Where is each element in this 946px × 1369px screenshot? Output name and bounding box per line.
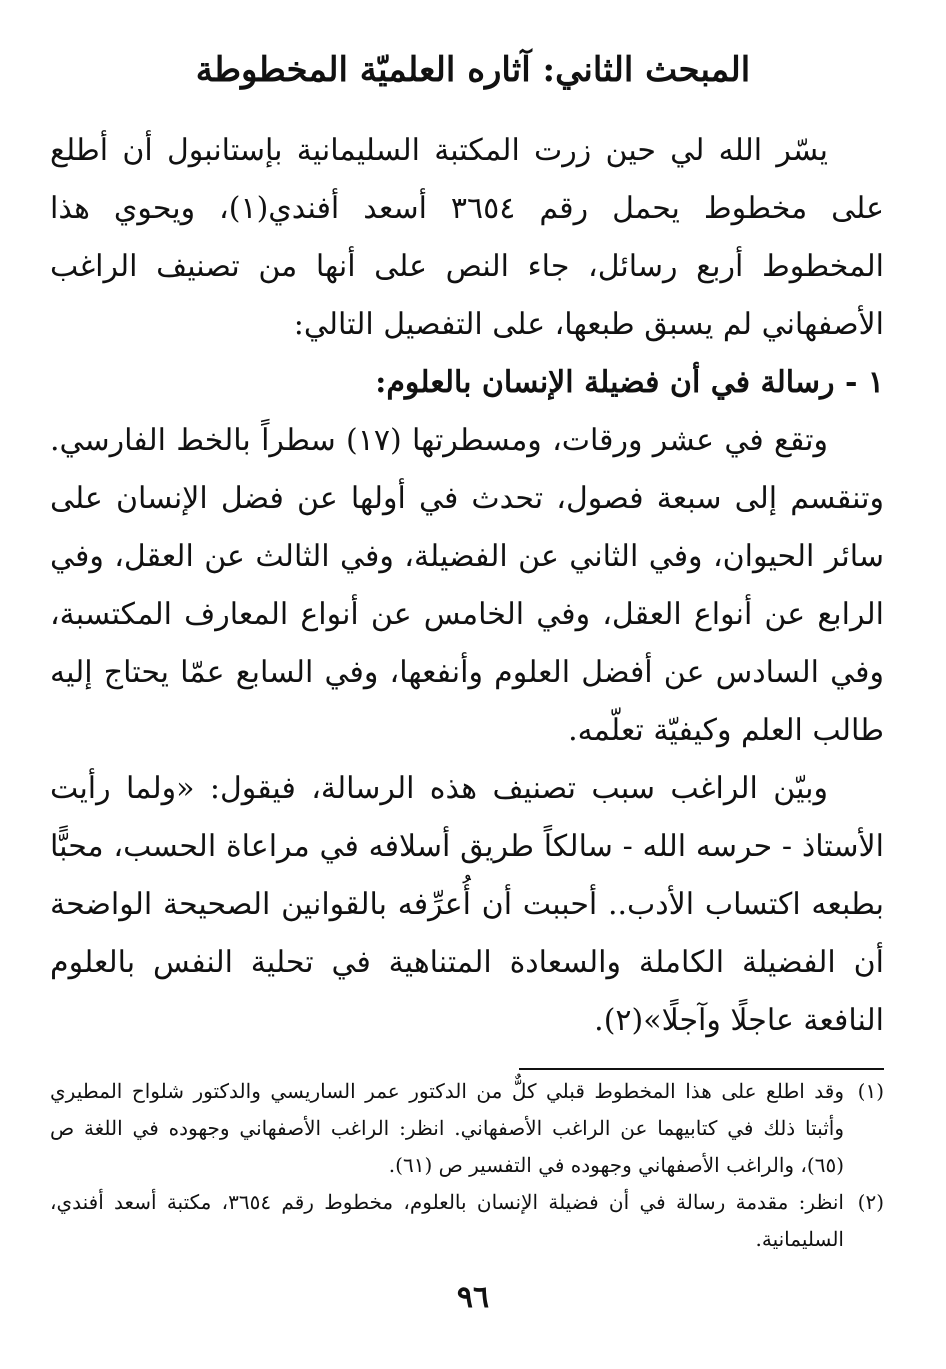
page-header	[60, 40, 886, 100]
intro-paragraph: يسّر الله لي حين زرت المكتبة السليمانية بإستانبول أن أطلع على مخطوط يحمل رقم ٣٦٥٤ أسعد أفندي(١)، ويحوي هذا المخطوط أربع رسائل، جاء النص على أنها من تصنيف الراغب الأصفهاني لم يسبق طبعها، على التفصيل التالي:	[50, 133, 884, 342]
footnote-divider	[519, 1068, 884, 1070]
footnotes	[50, 1073, 884, 1258]
main-text	[50, 122, 884, 1050]
section-title: المبحث الثاني: آثاره العلميّة المخطوطة	[195, 50, 751, 90]
footnote-marker: (٢)	[857, 1190, 884, 1214]
page-number: ٩٦	[456, 1280, 490, 1315]
footnote	[50, 1184, 884, 1258]
footnote-marker: (١)	[857, 1079, 884, 1103]
quote-paragraph: وبيّن الراغب سبب تصنيف هذه الرسالة، فيقول: «ولما رأيت الأستاذ - حرسه الله - سالكاً طريق أسلافه في مراعاة الحسب، محبًّا بطبعه اكتساب الأدب.. أحببت أن أُعرِّفه بالقوانين الصحيحة الواضحة أن الفضيلة الكاملة والسعادة المتناهية في تحلية النفس بالعلوم النافعة عاجلًا وآجلًا»(٢).	[50, 771, 884, 1038]
footnote	[50, 1073, 884, 1184]
manuscript-heading: ١ - رسالة في أن فضيلة الإنسان بالعلوم:	[375, 365, 884, 400]
footnote-text: وقد اطلع على هذا المخطوط قبلي كلٌّ من الدكتور عمر الساريسي والدكتور شلواح المطيري وأثبتا ذلك في كتابيهما عن الراغب الأصفهاني. انظر: الراغب الأصفهاني وجهوده في اللغة ص (٦٥)، والراغب الأصفهاني وجهوده في التفسير ص (٦١).	[50, 1079, 844, 1177]
footnote-text: انظر: مقدمة رسالة في أن فضيلة الإنسان بالعلوم، مخطوط رقم ٣٦٥٤، مكتبة أسعد أفندي، السليمانية.	[50, 1190, 844, 1251]
description-paragraph: وتقع في عشر ورقات، ومسطرتها (١٧) سطراً بالخط الفارسي. وتنقسم إلى سبعة فصول، تحدث في أولها عن فضل الإنسان على سائر الحيوان، وفي الثاني عن الفضيلة، وفي الثالث عن العقل، وفي الرابع عن أنواع العقل، وفي الخامس عن أنواع المعارف المكتسبة، وفي السادس عن أفضل العلوم وأنفعها، وفي السابع عمّا يحتاج إليه طالب العلم وكيفيّة تعلّمه.	[50, 423, 884, 748]
